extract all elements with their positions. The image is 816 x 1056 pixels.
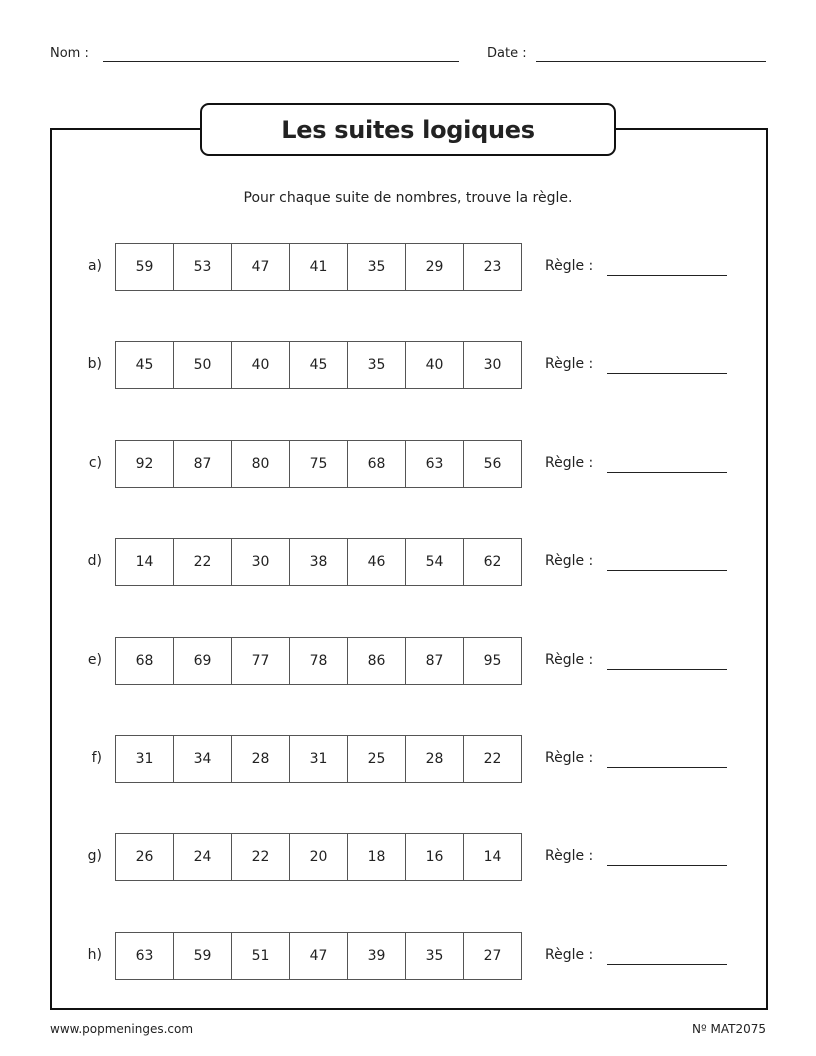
sequence-cell: 28 [232, 736, 290, 782]
rule-answer-field[interactable] [607, 767, 727, 768]
sequence-cells [115, 735, 522, 783]
rule-label: Règle : [545, 651, 594, 668]
rule-label: Règle : [545, 946, 594, 963]
rule-label: Règle : [545, 258, 594, 274]
sequence-cells [115, 440, 522, 488]
sequence-cell: 53 [174, 244, 232, 290]
sequence-cell: 35 [406, 933, 464, 979]
sequence-cell: 54 [406, 539, 464, 585]
sequence-cell: 45 [290, 342, 348, 388]
name-label: Nom : [50, 46, 89, 61]
sequence-cell: 63 [116, 933, 174, 979]
sequence-cell: 31 [290, 736, 348, 782]
sequence-cell: 22 [232, 834, 290, 880]
sequence-cell: 59 [174, 933, 232, 979]
sequence-row [0, 637, 816, 686]
rule-label: Règle : [545, 553, 594, 570]
sequence-cell: 75 [290, 441, 348, 487]
sequence-cells [115, 932, 522, 980]
row-label: a) [87, 258, 102, 274]
sequence-cell: 87 [174, 441, 232, 487]
row-label: f) [91, 750, 102, 766]
sequence-cell: 39 [348, 933, 406, 979]
rule-answer-field[interactable] [607, 865, 727, 866]
sequence-cell: 20 [290, 834, 348, 880]
sequence-cell: 87 [406, 638, 464, 684]
sequence-cells [115, 243, 522, 291]
rule-answer-field[interactable] [607, 570, 727, 571]
sequence-cell: 35 [348, 342, 406, 388]
sequence-cell: 28 [406, 736, 464, 782]
sequence-cell: 56 [464, 441, 522, 487]
sequence-cell: 59 [116, 244, 174, 290]
sequence-cell: 68 [116, 638, 174, 684]
sequence-row [0, 341, 816, 390]
sequence-cell: 78 [290, 638, 348, 684]
sequence-cell: 16 [406, 834, 464, 880]
sequence-cell: 23 [464, 244, 522, 290]
sequence-row [0, 833, 816, 882]
sequence-cell: 40 [232, 342, 290, 388]
sequence-cell: 80 [232, 441, 290, 487]
sequence-row [0, 538, 816, 587]
row-label: h) [87, 946, 102, 963]
sequence-cell: 95 [464, 638, 522, 684]
sequence-cells [115, 833, 522, 881]
sequence-cell: 22 [464, 736, 522, 782]
row-label: d) [87, 553, 102, 570]
sequence-cell: 35 [348, 244, 406, 290]
rule-label: Règle : [545, 356, 594, 373]
sequence-cell: 40 [406, 342, 464, 388]
sequence-cell: 27 [464, 933, 522, 979]
instructions: Pour chaque suite de nombres, trouve la règle. [243, 190, 573, 206]
rule-answer-field[interactable] [607, 373, 727, 374]
sequence-cell: 38 [290, 539, 348, 585]
sequence-cell: 92 [116, 441, 174, 487]
row-label: e) [87, 651, 102, 668]
sequence-row [0, 440, 816, 489]
rule-answer-field[interactable] [607, 669, 727, 670]
sequence-cells [115, 341, 522, 389]
sequence-cell: 30 [232, 539, 290, 585]
sequence-cell: 14 [116, 539, 174, 585]
sequence-cell: 30 [464, 342, 522, 388]
worksheet-code: Nº MAT2075 [692, 1022, 766, 1036]
rule-answer-field[interactable] [607, 275, 727, 276]
sequence-row [0, 735, 816, 784]
sequence-cell: 62 [464, 539, 522, 585]
rule-answer-field[interactable] [607, 472, 727, 473]
sequence-cell: 45 [116, 342, 174, 388]
sequence-cells [115, 637, 522, 685]
sequence-cell: 47 [232, 244, 290, 290]
sequence-row [0, 243, 816, 292]
sequence-cell: 86 [348, 638, 406, 684]
sequence-cell: 14 [464, 834, 522, 880]
sequence-cell: 29 [406, 244, 464, 290]
rule-label: Règle : [545, 454, 594, 471]
sequence-cell: 68 [348, 441, 406, 487]
sequence-cell: 22 [174, 539, 232, 585]
sequence-cell: 46 [348, 539, 406, 585]
sequence-cell: 18 [348, 834, 406, 880]
sequence-cell: 25 [348, 736, 406, 782]
date-field[interactable] [536, 61, 766, 62]
sequence-cell: 41 [290, 244, 348, 290]
sequence-cell: 34 [174, 736, 232, 782]
sequence-cells [115, 538, 522, 586]
date-label: Date : [487, 46, 527, 61]
rule-label: Règle : [545, 848, 594, 865]
sequence-cell: 77 [232, 638, 290, 684]
page-title: Les suites logiques [200, 103, 616, 156]
sequence-cell: 31 [116, 736, 174, 782]
row-label: b) [87, 356, 102, 373]
sequence-cell: 51 [232, 933, 290, 979]
sequence-cell: 50 [174, 342, 232, 388]
rule-answer-field[interactable] [607, 964, 727, 965]
name-field[interactable] [103, 61, 459, 62]
rule-label: Règle : [545, 750, 594, 766]
sequence-row [0, 932, 816, 981]
sequence-cell: 63 [406, 441, 464, 487]
sequence-cell: 47 [290, 933, 348, 979]
sequence-cell: 26 [116, 834, 174, 880]
sequence-cell: 69 [174, 638, 232, 684]
row-label: c) [88, 454, 102, 471]
sequence-cell: 24 [174, 834, 232, 880]
row-label: g) [87, 848, 102, 865]
website-link: www.popmeninges.com [50, 1022, 194, 1036]
